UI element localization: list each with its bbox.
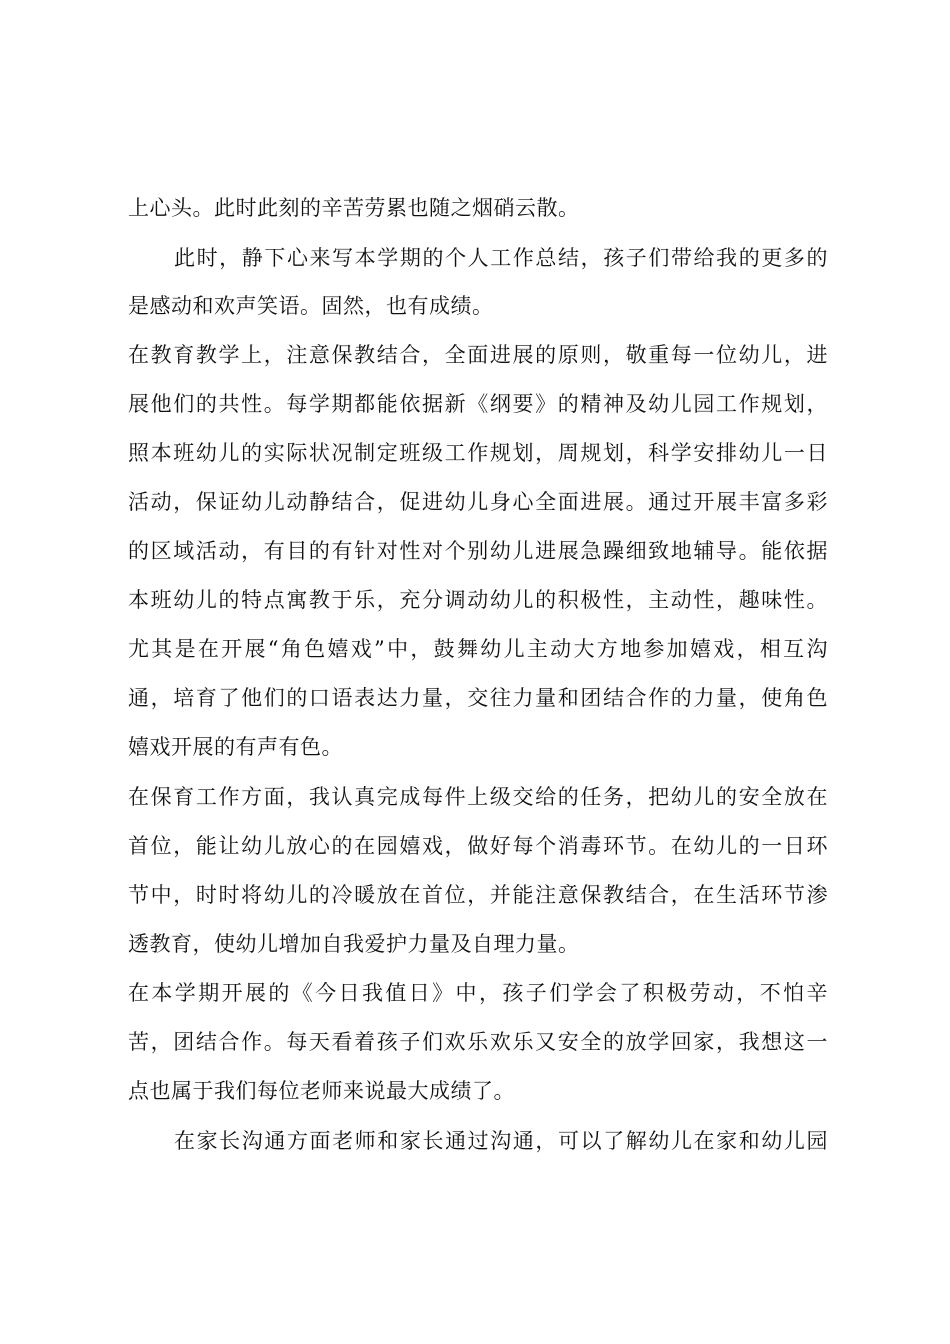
text-line-3: 是感动和欢声笑语。固然，也有成绩。 (128, 294, 494, 318)
text-line-8: 的区域活动，有目的有针对性对个别幼儿进展急躁细致地辅导。能依据 (128, 539, 828, 563)
text-line-5: 展他们的共性。每学期都能依据新《纲要》的精神及幼儿园工作规划， (128, 392, 828, 416)
text-line-10: 尤其是在开展“角色嬉戏”中，鼓舞幼儿主动大方地参加嬉戏，相互沟 (128, 637, 828, 661)
text-line-6: 照本班幼儿的实际状况制定班级工作规划，周规划，科学安排幼儿一日 (128, 441, 828, 465)
text-line-19: 点也属于我们每位老师来说最大成绩了。 (128, 1079, 515, 1103)
text-line-20: 在家长沟通方面老师和家长通过沟通，可以了解幼儿在家和幼儿园 (174, 1129, 828, 1153)
text-line-11: 通，培育了他们的口语表达力量，交往力量和团结合作的力量，使角色 (128, 686, 828, 710)
text-line-18: 苦，团结合作。每天看着孩子们欢乐欢乐又安全的放学回家，我想这一 (128, 1030, 828, 1054)
text-line-7: 活动，保证幼儿动静结合，促进幼儿身心全面进展。通过开展丰富多彩 (128, 490, 828, 514)
text-line-9: 本班幼儿的特点寓教于乐，充分调动幼儿的积极性，主动性，趣味性。 (128, 588, 828, 612)
text-line-2: 此时，静下心来写本学期的个人工作总结，孩子们带给我的更多的 (174, 246, 828, 270)
text-line-14: 首位，能让幼儿放心的在园嬉戏，做好每个消毒环节。在幼儿的一日环 (128, 834, 828, 858)
text-line-15: 节中，时时将幼儿的冷暖放在首位，并能注意保教结合，在生活环节渗 (128, 883, 828, 907)
text-line-13: 在保育工作方面，我认真完成每件上级交给的任务，把幼儿的安全放在 (128, 785, 828, 809)
text-line-4: 在教育教学上，注意保教结合，全面进展的原则，敬重每一位幼儿，进 (128, 343, 828, 367)
text-line-16: 透教育，使幼儿增加自我爱护力量及自理力量。 (128, 932, 580, 956)
text-line-17: 在本学期开展的《今日我值日》中，孩子们学会了积极劳动，不怕辛 (128, 981, 828, 1005)
text-line-12: 嬉戏开展的有声有色。 (128, 735, 343, 759)
text-line-1: 上心头。此时此刻的辛苦劳累也随之烟硝云散。 (128, 196, 580, 220)
